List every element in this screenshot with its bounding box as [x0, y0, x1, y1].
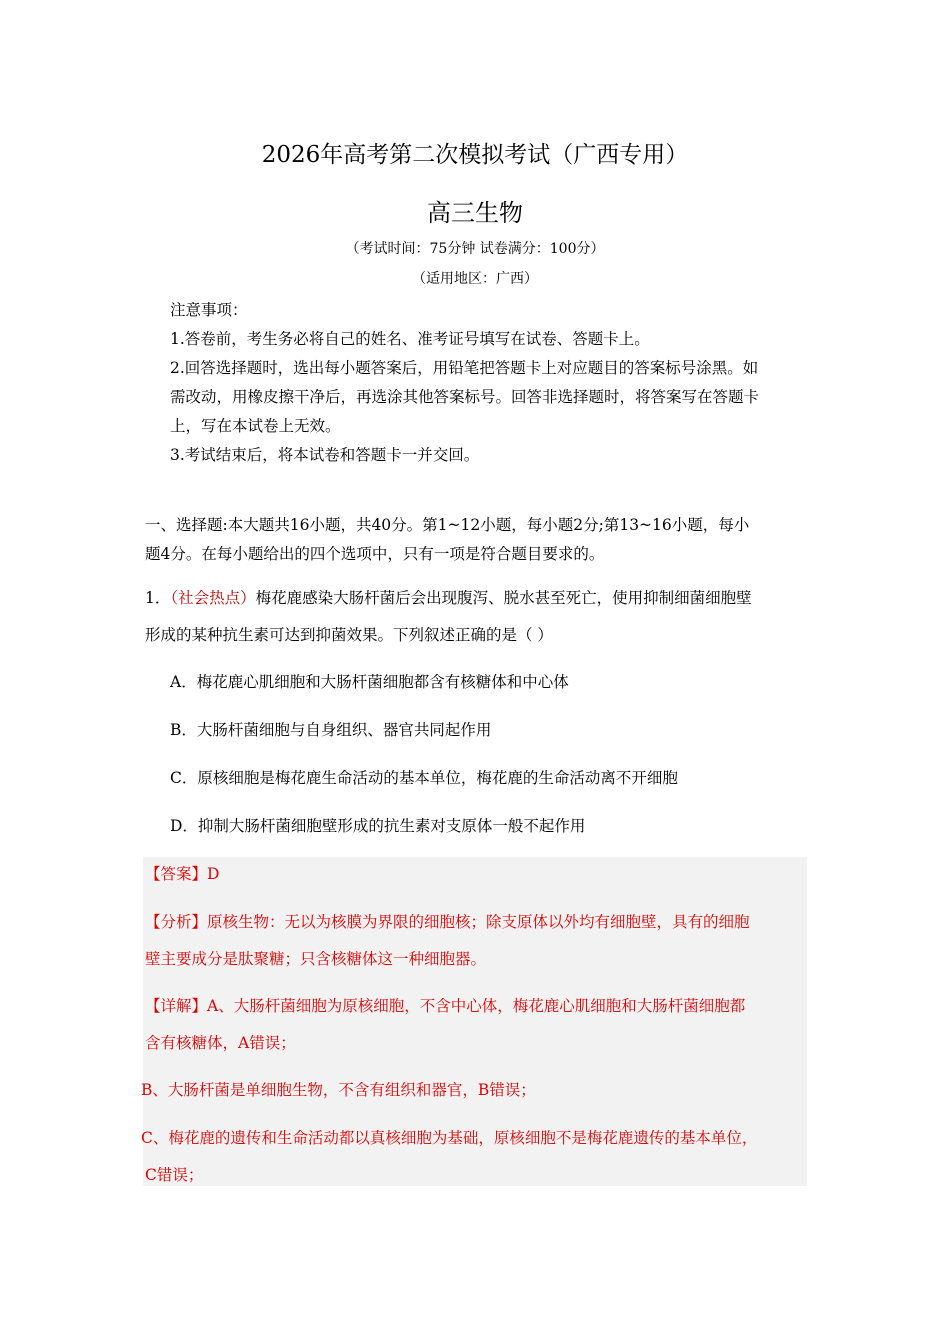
subject-title: 高三生物 — [427, 199, 523, 227]
answer-line: 【答案】D — [145, 865, 220, 883]
exam-title: 2026年高考第二次模拟考试（广西专用） — [261, 142, 689, 168]
notice-line: 2.回答选择题时，选出每小题答案后，用铅笔把答题卡上对应题目的答案标号涂黑。如 — [170, 359, 759, 377]
analysis-line: 【分析】原核生物：无以为核膜为界限的细胞核；除支原体以外均有细胞壁，具有的细胞 — [145, 913, 750, 931]
section-intro: 题4分。在每小题给出的四个选项中，只有一项是符合题目要求的。 — [145, 545, 605, 563]
option-a: A．梅花鹿心肌细胞和大肠杆菌细胞都含有核糖体和中心体 — [170, 673, 569, 691]
option-c: C．原核细胞是梅花鹿生命活动的基本单位，梅花鹿的生命活动离不开细胞 — [170, 769, 678, 787]
notice-heading: 注意事项： — [170, 301, 248, 319]
option-d: D．抑制大肠杆菌细胞壁形成的抗生素对支原体一般不起作用 — [170, 817, 586, 835]
notice-line: 1.答卷前，考生务必将自己的姓名、准考证号填写在试卷、答题卡上。 — [170, 330, 650, 348]
detail-line: 【详解】A、大肠杆菌细胞为原核细胞，不含中心体，梅花鹿心肌细胞和大肠杆菌细胞都 — [145, 997, 746, 1015]
notice-line: 需改动，用橡皮擦干净后，再选涂其他答案标号。回答非选择题时，将答案写在答题卡 — [170, 388, 760, 406]
option-b: B．大肠杆菌细胞与自身组织、器官共同起作用 — [170, 721, 492, 739]
region-info: （适用地区：广西） — [412, 271, 538, 287]
question-stem-cont: 形成的某种抗生素可达到抑菌效果。下列叙述正确的是（ ） — [145, 626, 553, 644]
question-stem — [145, 586, 752, 608]
detail-line: B、大肠杆菌是单细胞生物，不含有组织和器官，B错误； — [141, 1081, 536, 1099]
question-number: 1． — [145, 589, 171, 607]
analysis-line: 壁主要成分是肽聚糖；只含核糖体这一种细胞器。 — [145, 950, 487, 968]
question-stem-text: 梅花鹿感染大肠杆菌后会出现腹泻、脱水甚至死亡，使用抑制细菌细胞壁 — [255, 589, 752, 607]
section-intro: 一、选择题:本大题共16小题，共40分。第1~12小题，每小题2分;第13~16小题，每小 — [145, 516, 750, 534]
notice-line: 上，写在本试卷上无效。 — [170, 417, 341, 435]
detail-line: C、梅花鹿的遗传和生命活动都以真核细胞为基础，原核细胞不是梅花鹿遗传的基本单位， — [141, 1129, 758, 1147]
detail-line: C错误； — [145, 1166, 204, 1184]
question-tag: （社会热点） — [170, 589, 256, 607]
detail-line: 含有核糖体，A错误； — [145, 1034, 296, 1052]
notice-line: 3.考试结束后，将本试卷和答题卡一并交回。 — [170, 446, 480, 464]
exam-info: （考试时间：75分钟 试卷满分：100分） — [345, 241, 605, 257]
